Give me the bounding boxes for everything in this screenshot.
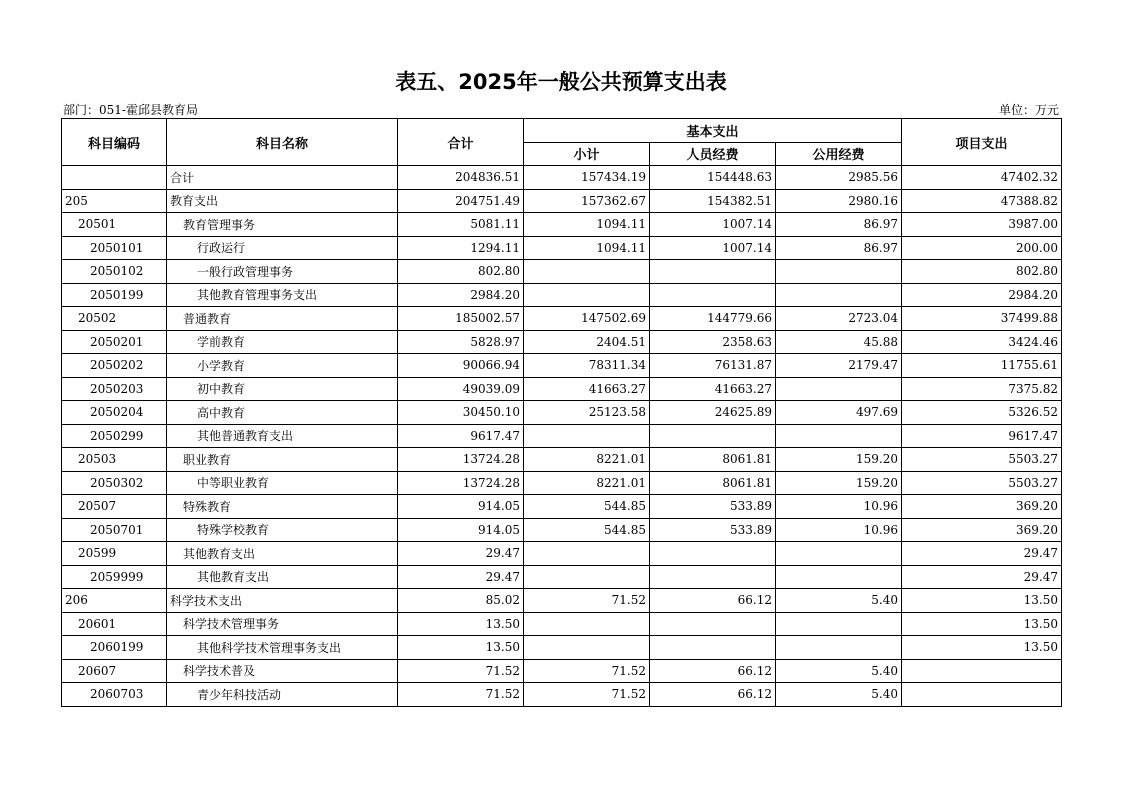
row-subtotal: 78311.34 [524, 354, 650, 378]
row-project: 29.47 [902, 542, 1062, 566]
row-public [776, 612, 902, 636]
row-code: 20599 [62, 542, 167, 566]
row-name: 其他教育管理事务支出 [167, 283, 398, 307]
row-subtotal: 157362.67 [524, 189, 650, 213]
row-personnel: 1007.14 [650, 213, 776, 237]
row-project: 3424.46 [902, 330, 1062, 354]
row-personnel [650, 636, 776, 660]
row-personnel [650, 424, 776, 448]
row-code: 2059999 [62, 565, 167, 589]
row-project: 5503.27 [902, 471, 1062, 495]
table-row [62, 377, 1062, 401]
row-subtotal: 25123.58 [524, 401, 650, 425]
department-label: 部门：051-霍邱县教育局 [63, 103, 198, 117]
table-row [62, 330, 1062, 354]
row-project: 13.50 [902, 589, 1062, 613]
row-code [62, 166, 167, 190]
row-name: 合计 [167, 166, 398, 190]
row-personnel [650, 612, 776, 636]
table-row [62, 636, 1062, 660]
row-code: 20501 [62, 213, 167, 237]
row-personnel: 8061.81 [650, 471, 776, 495]
row-name: 初中教育 [167, 377, 398, 401]
table-header [62, 119, 1062, 166]
table-row [62, 213, 1062, 237]
row-public: 10.96 [776, 518, 902, 542]
row-subtotal: 71.52 [524, 589, 650, 613]
row-total: 29.47 [398, 542, 524, 566]
row-total: 13.50 [398, 636, 524, 660]
row-public: 86.97 [776, 236, 902, 260]
row-public: 2985.56 [776, 166, 902, 190]
row-public [776, 260, 902, 284]
row-code: 20601 [62, 612, 167, 636]
row-project: 11755.61 [902, 354, 1062, 378]
row-subtotal [524, 636, 650, 660]
row-name: 特殊教育 [167, 495, 398, 519]
row-public [776, 377, 902, 401]
row-subtotal: 71.52 [524, 683, 650, 707]
row-subtotal: 147502.69 [524, 307, 650, 331]
row-total: 914.05 [398, 495, 524, 519]
row-subtotal: 71.52 [524, 659, 650, 683]
row-code: 2060703 [62, 683, 167, 707]
row-code: 2050203 [62, 377, 167, 401]
row-project: 5326.52 [902, 401, 1062, 425]
row-project: 5503.27 [902, 448, 1062, 472]
row-name: 科学技术管理事务 [167, 612, 398, 636]
row-personnel: 2358.63 [650, 330, 776, 354]
row-name: 一般行政管理事务 [167, 260, 398, 284]
row-name: 其他普通教育支出 [167, 424, 398, 448]
table-row [62, 354, 1062, 378]
row-project [902, 683, 1062, 707]
row-project: 369.20 [902, 495, 1062, 519]
row-subtotal [524, 260, 650, 284]
row-code: 2050302 [62, 471, 167, 495]
row-project: 9617.47 [902, 424, 1062, 448]
table-row [62, 424, 1062, 448]
table-row [62, 236, 1062, 260]
row-total: 185002.57 [398, 307, 524, 331]
row-public: 2723.04 [776, 307, 902, 331]
row-total: 85.02 [398, 589, 524, 613]
row-subtotal: 41663.27 [524, 377, 650, 401]
row-name: 中等职业教育 [167, 471, 398, 495]
table-row [62, 565, 1062, 589]
row-project: 47388.82 [902, 189, 1062, 213]
row-personnel: 533.89 [650, 518, 776, 542]
row-public: 5.40 [776, 659, 902, 683]
table-row [62, 260, 1062, 284]
row-personnel: 8061.81 [650, 448, 776, 472]
row-code: 2050102 [62, 260, 167, 284]
row-personnel: 24625.89 [650, 401, 776, 425]
row-personnel [650, 283, 776, 307]
row-subtotal: 8221.01 [524, 448, 650, 472]
row-code: 2060199 [62, 636, 167, 660]
row-public [776, 283, 902, 307]
table-row [62, 518, 1062, 542]
row-subtotal [524, 612, 650, 636]
row-code: 206 [62, 589, 167, 613]
row-total: 90066.94 [398, 354, 524, 378]
row-total: 49039.09 [398, 377, 524, 401]
row-total: 204751.49 [398, 189, 524, 213]
row-total: 71.52 [398, 659, 524, 683]
row-name: 其他教育支出 [167, 565, 398, 589]
row-personnel: 66.12 [650, 659, 776, 683]
budget-table [61, 118, 1062, 707]
row-code: 20503 [62, 448, 167, 472]
row-personnel: 533.89 [650, 495, 776, 519]
row-personnel: 66.12 [650, 683, 776, 707]
table-row [62, 589, 1062, 613]
row-personnel: 76131.87 [650, 354, 776, 378]
row-code: 2050199 [62, 283, 167, 307]
row-subtotal: 8221.01 [524, 471, 650, 495]
row-total: 5081.11 [398, 213, 524, 237]
table-row [62, 448, 1062, 472]
row-subtotal [524, 565, 650, 589]
row-public: 2179.47 [776, 354, 902, 378]
row-subtotal: 2404.51 [524, 330, 650, 354]
row-project: 29.47 [902, 565, 1062, 589]
row-total: 13.50 [398, 612, 524, 636]
row-code: 20507 [62, 495, 167, 519]
row-total: 9617.47 [398, 424, 524, 448]
row-code: 205 [62, 189, 167, 213]
header-name: 科目名称 [167, 119, 398, 166]
row-name: 特殊学校教育 [167, 518, 398, 542]
row-subtotal: 1094.11 [524, 236, 650, 260]
table-row [62, 495, 1062, 519]
row-public: 159.20 [776, 448, 902, 472]
row-public [776, 565, 902, 589]
row-personnel [650, 565, 776, 589]
row-total: 914.05 [398, 518, 524, 542]
row-name: 行政运行 [167, 236, 398, 260]
row-total: 204836.51 [398, 166, 524, 190]
row-code: 2050701 [62, 518, 167, 542]
row-subtotal: 157434.19 [524, 166, 650, 190]
row-name: 普通教育 [167, 307, 398, 331]
header-personnel: 人员经费 [650, 142, 776, 166]
row-name: 职业教育 [167, 448, 398, 472]
row-total: 71.52 [398, 683, 524, 707]
header-code: 科目编码 [62, 119, 167, 166]
row-name: 教育管理事务 [167, 213, 398, 237]
row-personnel: 154448.63 [650, 166, 776, 190]
page-title: 表五、2025年一般公共预算支出表 [395, 70, 727, 94]
row-project: 47402.32 [902, 166, 1062, 190]
header-total: 合计 [398, 119, 524, 166]
row-public: 159.20 [776, 471, 902, 495]
row-project [902, 659, 1062, 683]
row-total: 13724.28 [398, 471, 524, 495]
row-public: 5.40 [776, 589, 902, 613]
header-public: 公用经费 [776, 142, 902, 166]
row-code: 2050202 [62, 354, 167, 378]
row-total: 29.47 [398, 565, 524, 589]
row-total: 2984.20 [398, 283, 524, 307]
row-project: 37499.88 [902, 307, 1062, 331]
row-code: 2050299 [62, 424, 167, 448]
table-row [62, 189, 1062, 213]
row-personnel [650, 260, 776, 284]
row-public: 10.96 [776, 495, 902, 519]
row-subtotal [524, 542, 650, 566]
row-project: 2984.20 [902, 283, 1062, 307]
table-row [62, 307, 1062, 331]
row-name: 青少年科技活动 [167, 683, 398, 707]
row-name: 教育支出 [167, 189, 398, 213]
table-row [62, 166, 1062, 190]
header-basic: 基本支出 [524, 119, 902, 143]
row-personnel: 66.12 [650, 589, 776, 613]
row-name: 其他教育支出 [167, 542, 398, 566]
table-row [62, 683, 1062, 707]
row-total: 802.80 [398, 260, 524, 284]
row-personnel: 1007.14 [650, 236, 776, 260]
row-project: 7375.82 [902, 377, 1062, 401]
row-personnel: 154382.51 [650, 189, 776, 213]
row-code: 2050101 [62, 236, 167, 260]
row-name: 学前教育 [167, 330, 398, 354]
row-public [776, 542, 902, 566]
row-total: 1294.11 [398, 236, 524, 260]
row-public: 5.40 [776, 683, 902, 707]
row-total: 13724.28 [398, 448, 524, 472]
row-public: 45.88 [776, 330, 902, 354]
row-name: 科学技术支出 [167, 589, 398, 613]
row-total: 30450.10 [398, 401, 524, 425]
row-project: 13.50 [902, 636, 1062, 660]
row-public: 86.97 [776, 213, 902, 237]
row-code: 2050204 [62, 401, 167, 425]
table-row [62, 612, 1062, 636]
row-total: 5828.97 [398, 330, 524, 354]
row-personnel: 144779.66 [650, 307, 776, 331]
table-row [62, 471, 1062, 495]
row-subtotal: 544.85 [524, 518, 650, 542]
row-subtotal: 544.85 [524, 495, 650, 519]
row-project: 369.20 [902, 518, 1062, 542]
unit-label: 单位：万元 [998, 103, 1059, 117]
table-row [62, 542, 1062, 566]
row-project: 802.80 [902, 260, 1062, 284]
row-name: 高中教育 [167, 401, 398, 425]
row-public [776, 636, 902, 660]
row-subtotal: 1094.11 [524, 213, 650, 237]
row-subtotal [524, 283, 650, 307]
row-code: 20502 [62, 307, 167, 331]
table-row [62, 283, 1062, 307]
row-project: 13.50 [902, 612, 1062, 636]
row-code: 2050201 [62, 330, 167, 354]
row-project: 3987.00 [902, 213, 1062, 237]
header-project: 项目支出 [902, 119, 1062, 166]
row-public: 2980.16 [776, 189, 902, 213]
row-project: 200.00 [902, 236, 1062, 260]
row-public [776, 424, 902, 448]
row-subtotal [524, 424, 650, 448]
row-personnel: 41663.27 [650, 377, 776, 401]
row-name: 小学教育 [167, 354, 398, 378]
header-subtotal: 小计 [524, 142, 650, 166]
row-name: 其他科学技术管理事务支出 [167, 636, 398, 660]
table-row [62, 659, 1062, 683]
row-code: 20607 [62, 659, 167, 683]
table-row [62, 401, 1062, 425]
row-personnel [650, 542, 776, 566]
row-public: 497.69 [776, 401, 902, 425]
row-name: 科学技术普及 [167, 659, 398, 683]
table-body [62, 166, 1062, 707]
